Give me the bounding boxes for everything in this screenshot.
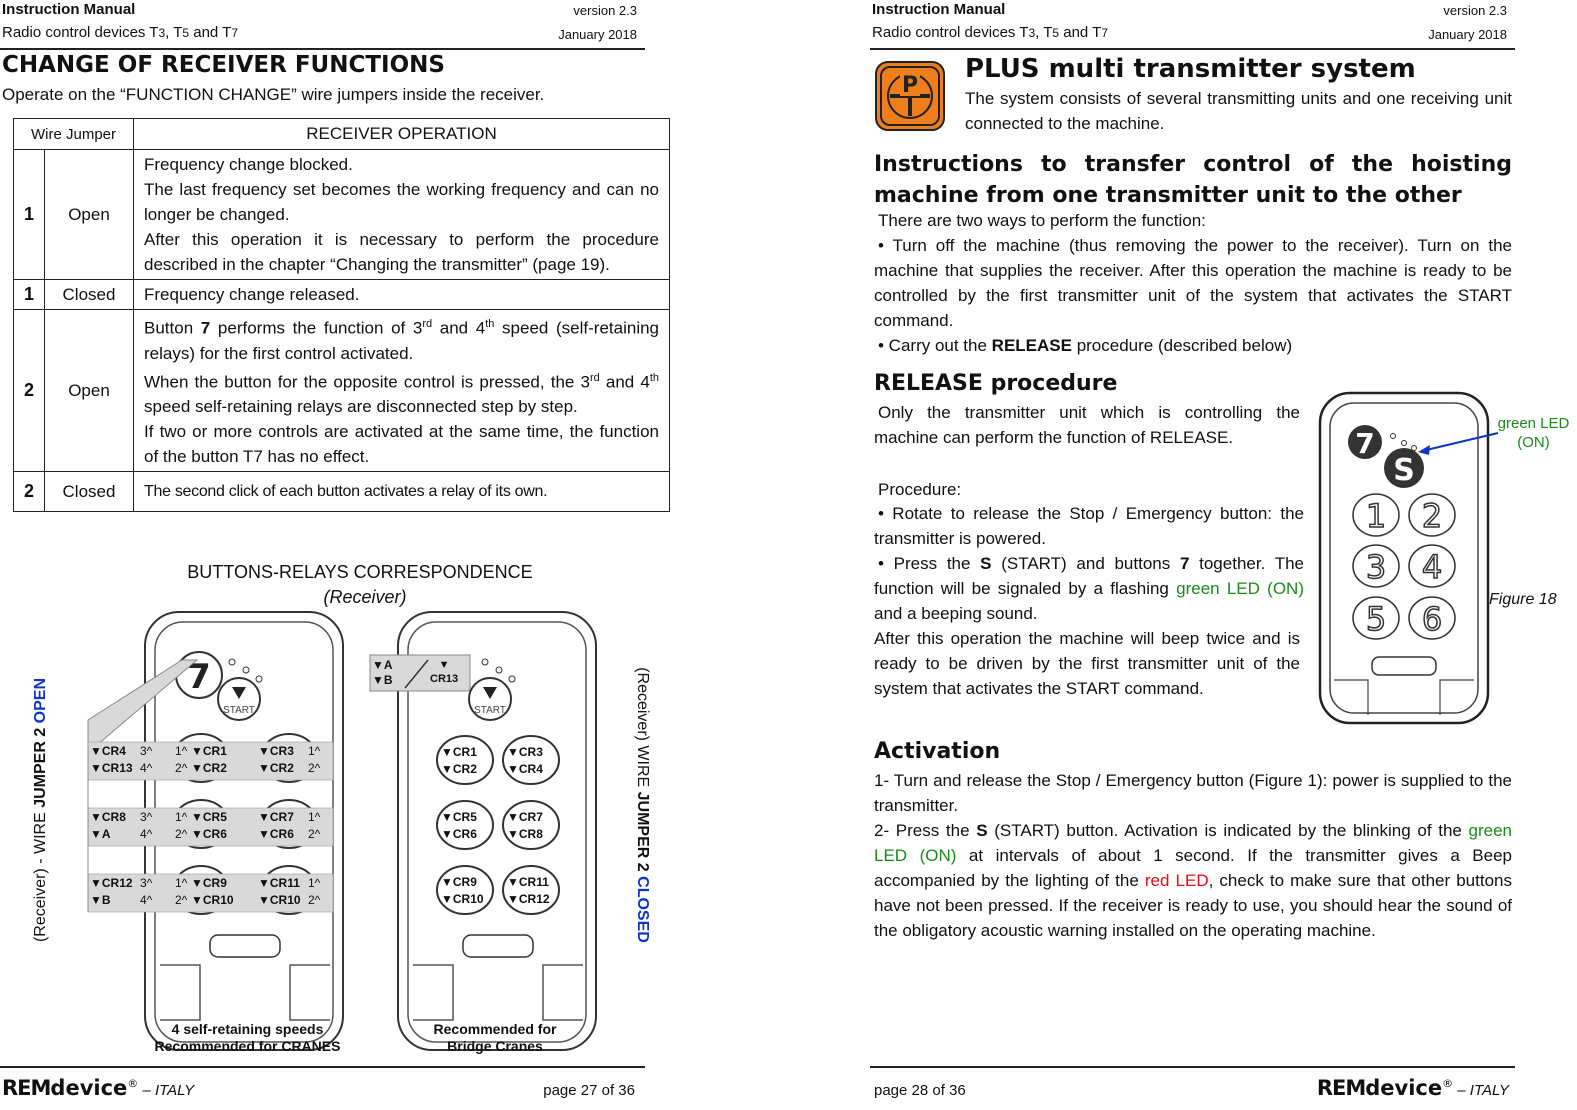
operation-cell: [134, 150, 670, 280]
relay-label: ▼CR3 ▼CR2: [258, 744, 294, 775]
op-line: If two or more controls are activated at the same time, the function of the button T7 has no effect.: [144, 422, 659, 467]
activation-para-2: 2- Press the S (START) button. Activation is indicated by the blinking of the green LED (ON) at intervals of about 1 second. If the transmitter gives a Beep accompanied by the lighting of the red LED, check to make sure that other buttons have not been pressed. If the receiver is ready to use, you should hear the sound of the obligatory acoustic warning installed on the operating machine.: [874, 821, 1513, 940]
relay-label: ▼CR7 ▼CR6: [258, 810, 294, 841]
release-para-1: Only the transmitter unit which is controlling the machine can perform the function of RELEASE.: [874, 403, 1300, 447]
button-7: 7: [187, 657, 211, 697]
start-label: START: [223, 705, 255, 716]
relay-label: 1^ 2^: [175, 744, 188, 775]
figure-subtitle: (Receiver): [323, 587, 407, 607]
operation-cell: [134, 280, 670, 310]
page-header: [870, 0, 1515, 50]
release-para-3: • Rotate to release the Stop / Emergency button: the transmitter is powered.: [874, 504, 1304, 548]
plus-text: The system consists of several transmitting units and one receiving unit connected to the machine.: [965, 89, 1512, 133]
intro-text: Operate on the “FUNCTION CHANGE” wire jumpers inside the receiver.: [2, 85, 545, 104]
vertical-label-left: (Receiver) - WIRE JUMPER 2 OPEN: [32, 677, 49, 943]
relay-label: ▼CR9 ▼CR10: [191, 876, 234, 907]
activation-para-1: 1- Turn and release the Stop / Emergency button (Figure 1): power is supplied to the transmitter.: [874, 771, 1512, 815]
header-version: version 2.3: [1443, 3, 1507, 18]
relay-label: 1^ 2^: [175, 876, 188, 907]
relay-label: ▼CR1 ▼CR2: [441, 745, 477, 776]
op-line: After this operation it is necessary to perform the procedure described in the chapter “Changing the transmitter” (page 19).: [144, 230, 659, 274]
relay-label: ▼CR11 ▼CR12: [507, 875, 550, 906]
brand-logo: REMdevice® – ITALY: [2, 1076, 195, 1100]
key-7: 7: [1355, 427, 1375, 460]
remote-right: [370, 612, 596, 1050]
relay-label: 3^ 4^: [140, 810, 153, 841]
activation-title: Activation: [874, 739, 1001, 764]
instr-para-3: • Carry out the RELEASE procedure (described below): [878, 336, 1293, 355]
table-row: [14, 472, 670, 512]
relay-label: ▼CR1 ▼CR2: [191, 744, 227, 775]
col-header-jumper: Wire Jumper: [14, 119, 134, 150]
col-header-operation: RECEIVER OPERATION: [134, 119, 670, 150]
jumper-number: 1: [14, 280, 45, 310]
start-label: START: [474, 705, 506, 716]
relay-label: 1^ 2^: [308, 744, 321, 775]
relay-label: ▼CR4 ▼CR13: [90, 744, 133, 775]
relay-label: ▼CR5 ▼CR6: [191, 810, 227, 841]
relay-label: ▼CR9 ▼CR10: [441, 875, 484, 906]
release-para-5: After this operation the machine will beep twice and is ready to be driven by the first transmitter unit of the system that activates the START command.: [874, 629, 1300, 698]
page-number: page 28 of 36: [874, 1082, 966, 1099]
page-footer: [870, 1066, 1515, 1110]
left-page: [0, 0, 680, 1109]
table-row: [14, 280, 670, 310]
op-line: Frequency change blocked.: [144, 155, 353, 174]
caption-left: 4 self-retaining speeds Recommended for CRANES: [154, 1021, 341, 1054]
op-line: The second click of each button activates a relay of its own.: [144, 483, 548, 501]
relay-label: ▼CR7 ▼CR8: [507, 810, 543, 841]
release-para-4: • Press the S (START) and buttons 7 together. The function will be signaled by a flashing green LED (ON) and a beeping sound.: [874, 554, 1304, 623]
key-5: 5: [1365, 600, 1387, 638]
table-row: [14, 310, 670, 472]
relay-label: ▼CR11 ▼CR10: [258, 876, 301, 907]
jumper-state: Closed: [45, 472, 134, 512]
green-led-label: green LED (ON): [1497, 415, 1570, 451]
release-para-2: Procedure:: [878, 480, 962, 499]
jumper-number: 1: [14, 150, 45, 280]
jumper-state: Open: [45, 150, 134, 280]
key-2: 2: [1421, 497, 1443, 535]
op-line: Button 7 performs the function of 3rd and 4th speed (self-retaining relays) for the first control activated.: [144, 318, 660, 363]
key-1: 1: [1365, 497, 1387, 535]
op-line: Frequency change released.: [144, 285, 360, 304]
relay-label: ▼CR12 ▼B: [90, 876, 133, 907]
right-remote-cr13: ▼ CR13: [430, 659, 459, 685]
page-footer: [0, 1066, 645, 1110]
instr-para-1: There are two ways to perform the function:: [878, 211, 1206, 230]
figure-caption: Figure 18: [1489, 591, 1557, 608]
jumper-state: Closed: [45, 280, 134, 310]
jumper-table: [13, 118, 670, 512]
op-line: The last frequency set becomes the working frequency and can no longer be changed.: [144, 180, 659, 224]
relay-label: 1^ 2^: [175, 810, 188, 841]
page-header: [0, 0, 645, 50]
release-title: RELEASE procedure: [874, 371, 1118, 396]
header-date: January 2018: [1428, 27, 1507, 42]
plus-logo-letter: P: [901, 73, 919, 98]
header-date: January 2018: [558, 27, 637, 42]
relay-label: 3^ 4^: [140, 876, 153, 907]
header-subtitle: Radio control devices T3, T5 and T7: [2, 24, 239, 41]
jumper-state: Open: [45, 310, 134, 472]
jumper-number: 2: [14, 472, 45, 512]
key-6: 6: [1421, 600, 1443, 638]
right-remote-top-labels: ▼A ▼B: [372, 658, 393, 687]
figure-title: BUTTONS-RELAYS CORRESPONDENCE: [187, 562, 533, 582]
instructions-title: Instructions to transfer control of the hoisting machine from one transmitter unit to the other: [874, 152, 1512, 208]
instr-para-2: • Turn off the machine (thus removing the power to the receiver). Turn on the machine that supplies the receiver. After this operation the machine is ready to be controlled by the first transmitter unit of the system that activates the START command.: [874, 236, 1512, 330]
relay-label: 3^ 4^: [140, 744, 153, 775]
operation-cell: [134, 472, 670, 512]
relay-label: 1^ 2^: [308, 876, 321, 907]
plus-title: PLUS multi transmitter system: [965, 54, 1416, 84]
jumper-number: 2: [14, 310, 45, 472]
plus-logo-icon: [874, 60, 946, 132]
relay-label: ▼CR5 ▼CR6: [441, 810, 477, 841]
key-3: 3: [1365, 548, 1387, 586]
header-subtitle: Radio control devices T3, T5 and T7: [872, 24, 1109, 41]
table-row: [14, 150, 670, 280]
relay-label: ▼CR8 ▼A: [90, 810, 126, 841]
section-heading: CHANGE OF RECEIVER FUNCTIONS: [2, 52, 445, 78]
header-title: Instruction Manual: [872, 1, 1006, 18]
header-title: Instruction Manual: [2, 1, 136, 18]
caption-right: Recommended for Bridge Cranes: [433, 1021, 557, 1054]
right-page: [870, 0, 1577, 1109]
key-4: 4: [1421, 548, 1443, 586]
op-line: When the button for the opposite control is pressed, the 3rd and 4th speed self-retaining relays are disconnected step by step.: [144, 371, 660, 417]
brand-logo: REMdevice® – ITALY: [1316, 1076, 1509, 1100]
header-version: version 2.3: [573, 3, 637, 18]
operation-cell: [134, 310, 670, 472]
vertical-label-right: (Receiver) WIRE JUMPER 2 CLOSED: [634, 667, 651, 943]
key-s: S: [1393, 453, 1415, 488]
relay-label: ▼CR3 ▼CR4: [507, 745, 543, 776]
page-number: page 27 of 36: [543, 1082, 635, 1099]
relay-label: 1^ 2^: [308, 810, 321, 841]
